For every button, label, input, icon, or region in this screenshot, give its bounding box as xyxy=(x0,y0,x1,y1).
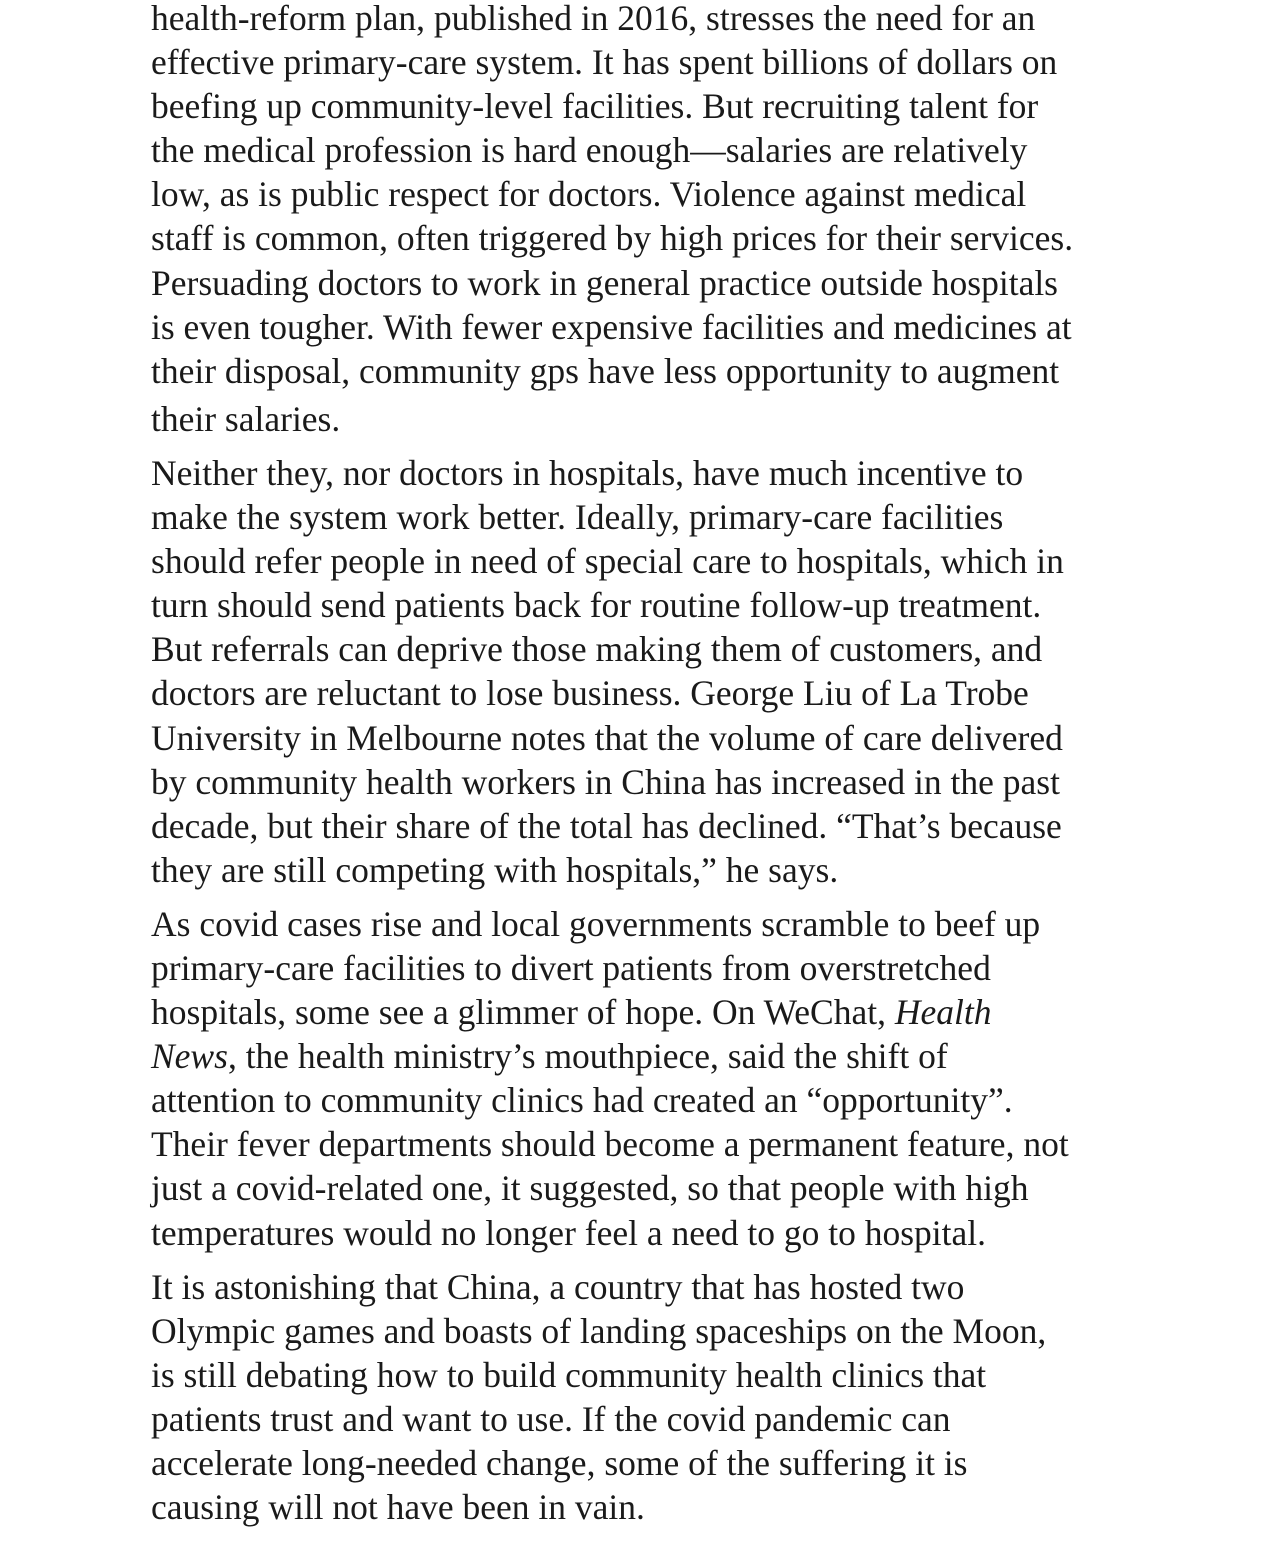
text-line: temperatures would no longer feel a need to go to hospital. xyxy=(151,1212,986,1253)
text-line: primary-care facilities to divert patients from overstretched xyxy=(151,947,991,988)
text-line: University in Melbourne notes that the volume of care delivered xyxy=(151,717,1063,758)
text-line: is still debating how to build community health clinics that xyxy=(151,1354,987,1395)
publication-name: News xyxy=(151,1036,228,1077)
text-line: the medical profession is hard enough—salaries are relatively xyxy=(151,130,1028,171)
paragraph-4 xyxy=(151,1265,1141,1530)
text-line: beefing up community-level facilities. But recruiting talent for xyxy=(151,86,1039,127)
paragraph-2 xyxy=(151,451,1141,892)
text-line: causing will not have been in vain. xyxy=(151,1487,645,1528)
text-line xyxy=(151,990,1141,1034)
text-line: health-reform plan, published in 2016, stresses the need for an xyxy=(151,0,1036,38)
text-line: doctors are reluctant to lose business. George Liu of La Trobe xyxy=(151,673,1029,714)
text-line: by community health workers in China has increased in the past xyxy=(151,761,1060,802)
text-run: hospitals, some see a glimmer of hope. On WeChat, xyxy=(151,992,895,1033)
text-line: is even tougher. With fewer expensive facilities and medicines at xyxy=(151,306,1072,347)
text-line: Persuading doctors to work in general practice outside hospitals xyxy=(151,262,1059,303)
text-line: Neither they, nor doctors in hospitals, have much incentive to xyxy=(151,452,1024,493)
text-line: they are still competing with hospitals,” he says. xyxy=(151,849,839,890)
text-line: attention to community clinics had created an “opportunity”. xyxy=(151,1080,1013,1121)
text-line: low, as is public respect for doctors. Violence against medical xyxy=(151,174,1027,215)
text-line: just a covid-related one, it suggested, so that people with high xyxy=(151,1168,1029,1209)
text-line: patients trust and want to use. If the covid pandemic can xyxy=(151,1398,951,1439)
text-line: should refer people in need of special care to hospitals, which in xyxy=(151,541,1064,582)
text-line: staff is common, often triggered by high prices for their services. xyxy=(151,218,1074,259)
text-line: decade, but their share of the total has declined. “That’s because xyxy=(151,805,1062,846)
text-line: their disposal, community gps have less opportunity to augment xyxy=(151,350,1060,391)
article-body xyxy=(151,0,1141,1539)
text-run: , the health ministry’s mouthpiece, said the shift of xyxy=(227,1036,948,1077)
paragraph-3 xyxy=(151,902,1141,1255)
text-line: Olympic games and boasts of landing spaceships on the Moon, xyxy=(151,1310,1047,1351)
text-line: accelerate long-needed change, some of the suffering it is xyxy=(151,1443,968,1483)
text-line: turn should send patients back for routine follow-up treatment. xyxy=(151,585,1042,626)
text-line: their salaries. xyxy=(151,398,341,439)
text-line: But referrals can deprive those making them of customers, and xyxy=(151,629,1043,670)
text-line xyxy=(151,1034,1141,1078)
paragraph-1 xyxy=(151,0,1141,441)
text-line: Their fever departments should become a permanent feature, not xyxy=(151,1124,1069,1165)
text-line: effective primary-care system. It has spent billions of dollars on xyxy=(151,42,1058,83)
text-line: As covid cases rise and local governments scramble to beef up xyxy=(151,903,1041,944)
publication-name: Health xyxy=(894,992,992,1033)
text-line: make the system work better. Ideally, primary-care facilities xyxy=(151,497,1004,538)
text-line: It is astonishing that China, a country that has hosted two xyxy=(151,1266,965,1307)
